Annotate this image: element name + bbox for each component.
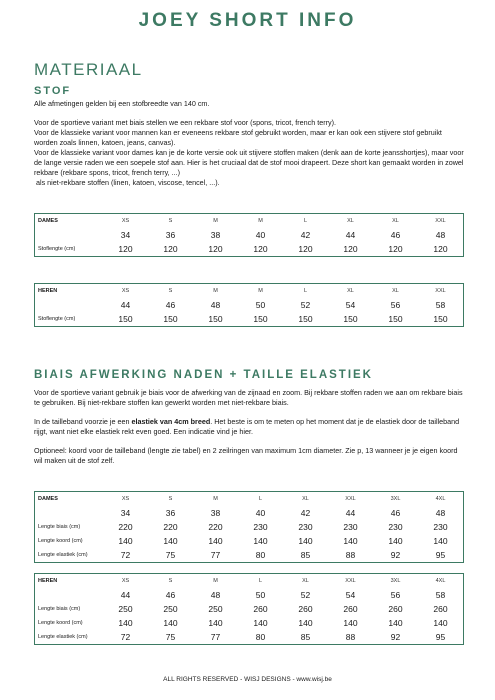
stof-paragraph: Voor de klassieke variant voor dames kan je de korte versie ook uit stijvere stoffen maken (denk aan de korte jeansshortjes), maar voor de lange versie raden we een soepele stof aan. Hier is het cruciaal dat de stof mooi drapeert. Deze short kan gemaakt worden in zowel rekbare (rekbare spons, tricot, french terry, ...) — [34, 148, 464, 177]
value-cell: 58 — [435, 590, 446, 600]
value-cell: 260 — [388, 604, 403, 614]
value-cells — [103, 550, 463, 560]
stof-intro — [34, 99, 464, 188]
value-cell: 46 — [165, 300, 176, 310]
table-row — [35, 588, 463, 602]
value-cells — [103, 230, 463, 240]
row-label: Lengte biais (cm) — [38, 524, 81, 530]
size-cell: XXL — [435, 288, 446, 294]
value-cell: 48 — [435, 508, 446, 518]
biais-paragraph-1: Voor de sportieve variant gebruik je biais voor de afwerking van de zijnaad en zoom. Bij rekbare stoffen raden we aan om rekbare biais te gebruiken. Bij niet-rekbare stoffen kan gewerkt worden met niet-rekbare biais. — [34, 388, 463, 407]
value-cell: 46 — [390, 230, 401, 240]
size-cell: 3XL — [390, 496, 401, 502]
size-cells — [103, 496, 463, 502]
value-cell: 150 — [118, 314, 133, 324]
value-cell: 38 — [210, 508, 221, 518]
table-row — [35, 602, 463, 616]
row-label: Lengte koord (cm) — [38, 620, 83, 626]
size-cell: XS — [121, 288, 130, 294]
table-row — [35, 548, 463, 562]
value-cell: 150 — [208, 314, 223, 324]
size-cell: M — [213, 288, 218, 294]
row-label: Lengte koord (cm) — [38, 538, 83, 544]
value-cell: 54 — [345, 590, 356, 600]
value-cell: 48 — [210, 300, 221, 310]
size-cell: XS — [121, 218, 130, 224]
size-cell: L — [303, 218, 308, 224]
value-cell: 150 — [388, 314, 403, 324]
value-cell: 92 — [390, 550, 401, 560]
table-group-label: DAMES — [38, 218, 58, 224]
row-label: Stoflengte (cm) — [38, 316, 76, 322]
value-cell: 42 — [300, 508, 311, 518]
biais-table-heren — [34, 573, 464, 645]
size-cell: XXL — [345, 496, 356, 502]
value-cell: 44 — [345, 230, 356, 240]
value-cell: 140 — [163, 618, 178, 628]
row-label: Stoflengte (cm) — [38, 246, 76, 252]
value-cell: 80 — [255, 550, 266, 560]
value-cell: 36 — [165, 230, 176, 240]
value-cell: 77 — [210, 632, 221, 642]
value-cell: 140 — [433, 618, 448, 628]
size-cell: S — [168, 218, 173, 224]
stof-paragraph: Alle afmetingen gelden bij een stofbreedte van 140 cm. — [34, 99, 210, 108]
size-cell: XXL — [435, 218, 446, 224]
size-cell: 4XL — [435, 496, 446, 502]
value-cell: 230 — [298, 522, 313, 532]
value-cell: 80 — [255, 632, 266, 642]
value-cell: 72 — [120, 550, 131, 560]
size-cell: L — [303, 288, 308, 294]
value-cell: 150 — [298, 314, 313, 324]
size-cell: XL — [347, 288, 354, 294]
material-section-label: MATERIAAL — [34, 60, 143, 79]
biais-text — [34, 388, 464, 466]
stof-paragraph: Voor de klassieke variant voor mannen kan er eveneens rekbare stof gebruikt worden, maar er kan ook een stijvere stof gebruikt worden zoals linnen, katoen, jeans, canvas). — [34, 128, 442, 147]
size-cell: L — [258, 578, 263, 584]
value-cell: 140 — [343, 618, 358, 628]
size-cell: XL — [302, 578, 309, 584]
value-cell: 230 — [388, 522, 403, 532]
value-cell: 52 — [300, 590, 311, 600]
value-cell: 120 — [433, 244, 448, 254]
value-cell: 250 — [208, 604, 223, 614]
value-cell: 220 — [118, 522, 133, 532]
value-cell: 75 — [165, 632, 176, 642]
value-cell: 140 — [298, 536, 313, 546]
size-cell: M — [258, 288, 263, 294]
biais-paragraph-2: In de tailleband voorzie je een elastiek van 4cm breed. Het beste is om te meten op het moment dat je de elastiek door de tailleband rijgt, want niet elke elastiek rekt even goed. Een indicatie vind je hier. — [34, 417, 460, 436]
value-cell: 72 — [120, 632, 131, 642]
value-cell: 120 — [388, 244, 403, 254]
table-row — [35, 298, 463, 312]
value-cells — [103, 522, 463, 532]
value-cell: 230 — [343, 522, 358, 532]
value-cell: 42 — [300, 230, 311, 240]
value-cell: 140 — [253, 536, 268, 546]
size-cell: S — [168, 578, 173, 584]
value-cell: 85 — [300, 550, 311, 560]
table-group-label: DAMES — [38, 496, 58, 502]
value-cell: 260 — [253, 604, 268, 614]
stof-paragraph: als niet-rekbare stoffen (linen, katoen, viscose, tencel, ...). — [34, 178, 220, 187]
stof-table-heren — [34, 283, 464, 327]
table-header-row — [35, 214, 463, 228]
value-cells — [103, 590, 463, 600]
value-cells — [103, 632, 463, 642]
value-cell: 150 — [253, 314, 268, 324]
value-cell: 88 — [345, 632, 356, 642]
size-cell: XS — [121, 578, 130, 584]
value-cell: 230 — [253, 522, 268, 532]
size-cells — [103, 218, 463, 224]
stof-paragraph: Voor de sportieve variant met biais stellen we een rekbare stof voor (spons, tricot, french terry). — [34, 118, 337, 127]
value-cell: 140 — [118, 618, 133, 628]
row-label: Lengte elastiek (cm) — [38, 634, 88, 640]
value-cell: 250 — [118, 604, 133, 614]
size-cell: 4XL — [435, 578, 446, 584]
value-cell: 260 — [298, 604, 313, 614]
value-cell: 150 — [343, 314, 358, 324]
size-cell: M — [213, 578, 218, 584]
table-header-row — [35, 492, 463, 506]
biais-paragraph-3: Optioneel: koord voor de tailleband (lengte zie tabel) en 2 zeilringen van maximum 1cm diameter. Zie p, 13 wanneer je je eigen koord wil maken uit de stof zelf. — [34, 446, 458, 465]
table-row — [35, 506, 463, 520]
value-cell: 260 — [343, 604, 358, 614]
value-cell: 77 — [210, 550, 221, 560]
value-cell: 75 — [165, 550, 176, 560]
value-cell: 48 — [435, 230, 446, 240]
value-cell: 56 — [390, 300, 401, 310]
value-cell: 58 — [435, 300, 446, 310]
value-cell: 95 — [435, 632, 446, 642]
value-cell: 120 — [343, 244, 358, 254]
footer-copyright: ALL RIGHTS RESERVED - WISJ DESIGNS - www.wisj.be — [163, 676, 332, 683]
value-cell: 220 — [208, 522, 223, 532]
value-cell: 34 — [120, 508, 131, 518]
value-cell: 44 — [120, 300, 131, 310]
value-cell: 92 — [390, 632, 401, 642]
value-cell: 140 — [298, 618, 313, 628]
table-header-row — [35, 574, 463, 588]
table-row — [35, 630, 463, 644]
size-cells — [103, 578, 463, 584]
value-cell: 36 — [165, 508, 176, 518]
size-cell: XS — [121, 496, 130, 502]
value-cell: 40 — [255, 508, 266, 518]
row-label: Lengte biais (cm) — [38, 606, 81, 612]
size-cell: M — [213, 218, 218, 224]
value-cell: 260 — [433, 604, 448, 614]
value-cells — [103, 508, 463, 518]
size-cell: L — [258, 496, 263, 502]
table-row — [35, 312, 463, 326]
value-cell: 140 — [163, 536, 178, 546]
value-cell: 120 — [298, 244, 313, 254]
value-cells — [103, 314, 463, 324]
size-cell: M — [258, 218, 263, 224]
value-cells — [103, 604, 463, 614]
table-group-label: HEREN — [38, 578, 58, 584]
row-label: Lengte elastiek (cm) — [38, 552, 88, 558]
value-cell: 120 — [253, 244, 268, 254]
value-cell: 140 — [343, 536, 358, 546]
table-row — [35, 534, 463, 548]
value-cell: 140 — [388, 536, 403, 546]
size-cell: S — [168, 496, 173, 502]
size-cell: XL — [392, 288, 399, 294]
biais-heading: BIAIS AFWERKING NADEN + TAILLE ELASTIEK — [34, 369, 373, 381]
value-cell: 95 — [435, 550, 446, 560]
value-cell: 150 — [433, 314, 448, 324]
page-title: JOEY SHORT INFO — [138, 10, 357, 31]
value-cell: 50 — [255, 300, 266, 310]
table-row — [35, 242, 463, 256]
value-cell: 50 — [255, 590, 266, 600]
value-cell: 56 — [390, 590, 401, 600]
value-cell: 150 — [163, 314, 178, 324]
value-cell: 48 — [210, 590, 221, 600]
value-cell: 40 — [255, 230, 266, 240]
value-cell: 120 — [208, 244, 223, 254]
value-cell: 140 — [433, 536, 448, 546]
table-row — [35, 228, 463, 242]
size-cells — [103, 288, 463, 294]
value-cells — [103, 300, 463, 310]
value-cell: 88 — [345, 550, 356, 560]
value-cell: 44 — [345, 508, 356, 518]
value-cells — [103, 536, 463, 546]
size-cell: S — [168, 288, 173, 294]
stof-table-dames — [34, 213, 464, 257]
table-group-label: HEREN — [38, 288, 58, 294]
value-cell: 220 — [163, 522, 178, 532]
value-cells — [103, 244, 463, 254]
table-header-row — [35, 284, 463, 298]
value-cell: 140 — [253, 618, 268, 628]
size-cell: XXL — [345, 578, 356, 584]
biais-table-dames — [34, 491, 464, 563]
table-row — [35, 616, 463, 630]
value-cell: 250 — [163, 604, 178, 614]
value-cells — [103, 618, 463, 628]
value-cell: 140 — [118, 536, 133, 546]
value-cell: 120 — [163, 244, 178, 254]
value-cell: 52 — [300, 300, 311, 310]
value-cell: 44 — [120, 590, 131, 600]
table-row — [35, 520, 463, 534]
size-cell: XL — [347, 218, 354, 224]
value-cell: 46 — [165, 590, 176, 600]
size-cell: XL — [392, 218, 399, 224]
size-cell: XL — [302, 496, 309, 502]
value-cell: 120 — [118, 244, 133, 254]
size-cell: 3XL — [390, 578, 401, 584]
value-cell: 46 — [390, 508, 401, 518]
value-cell: 85 — [300, 632, 311, 642]
value-cell: 38 — [210, 230, 221, 240]
value-cell: 140 — [208, 618, 223, 628]
size-cell: M — [213, 496, 218, 502]
value-cell: 54 — [345, 300, 356, 310]
stof-heading: STOF — [34, 85, 72, 97]
value-cell: 140 — [388, 618, 403, 628]
value-cell: 34 — [120, 230, 131, 240]
value-cell: 140 — [208, 536, 223, 546]
value-cell: 230 — [433, 522, 448, 532]
